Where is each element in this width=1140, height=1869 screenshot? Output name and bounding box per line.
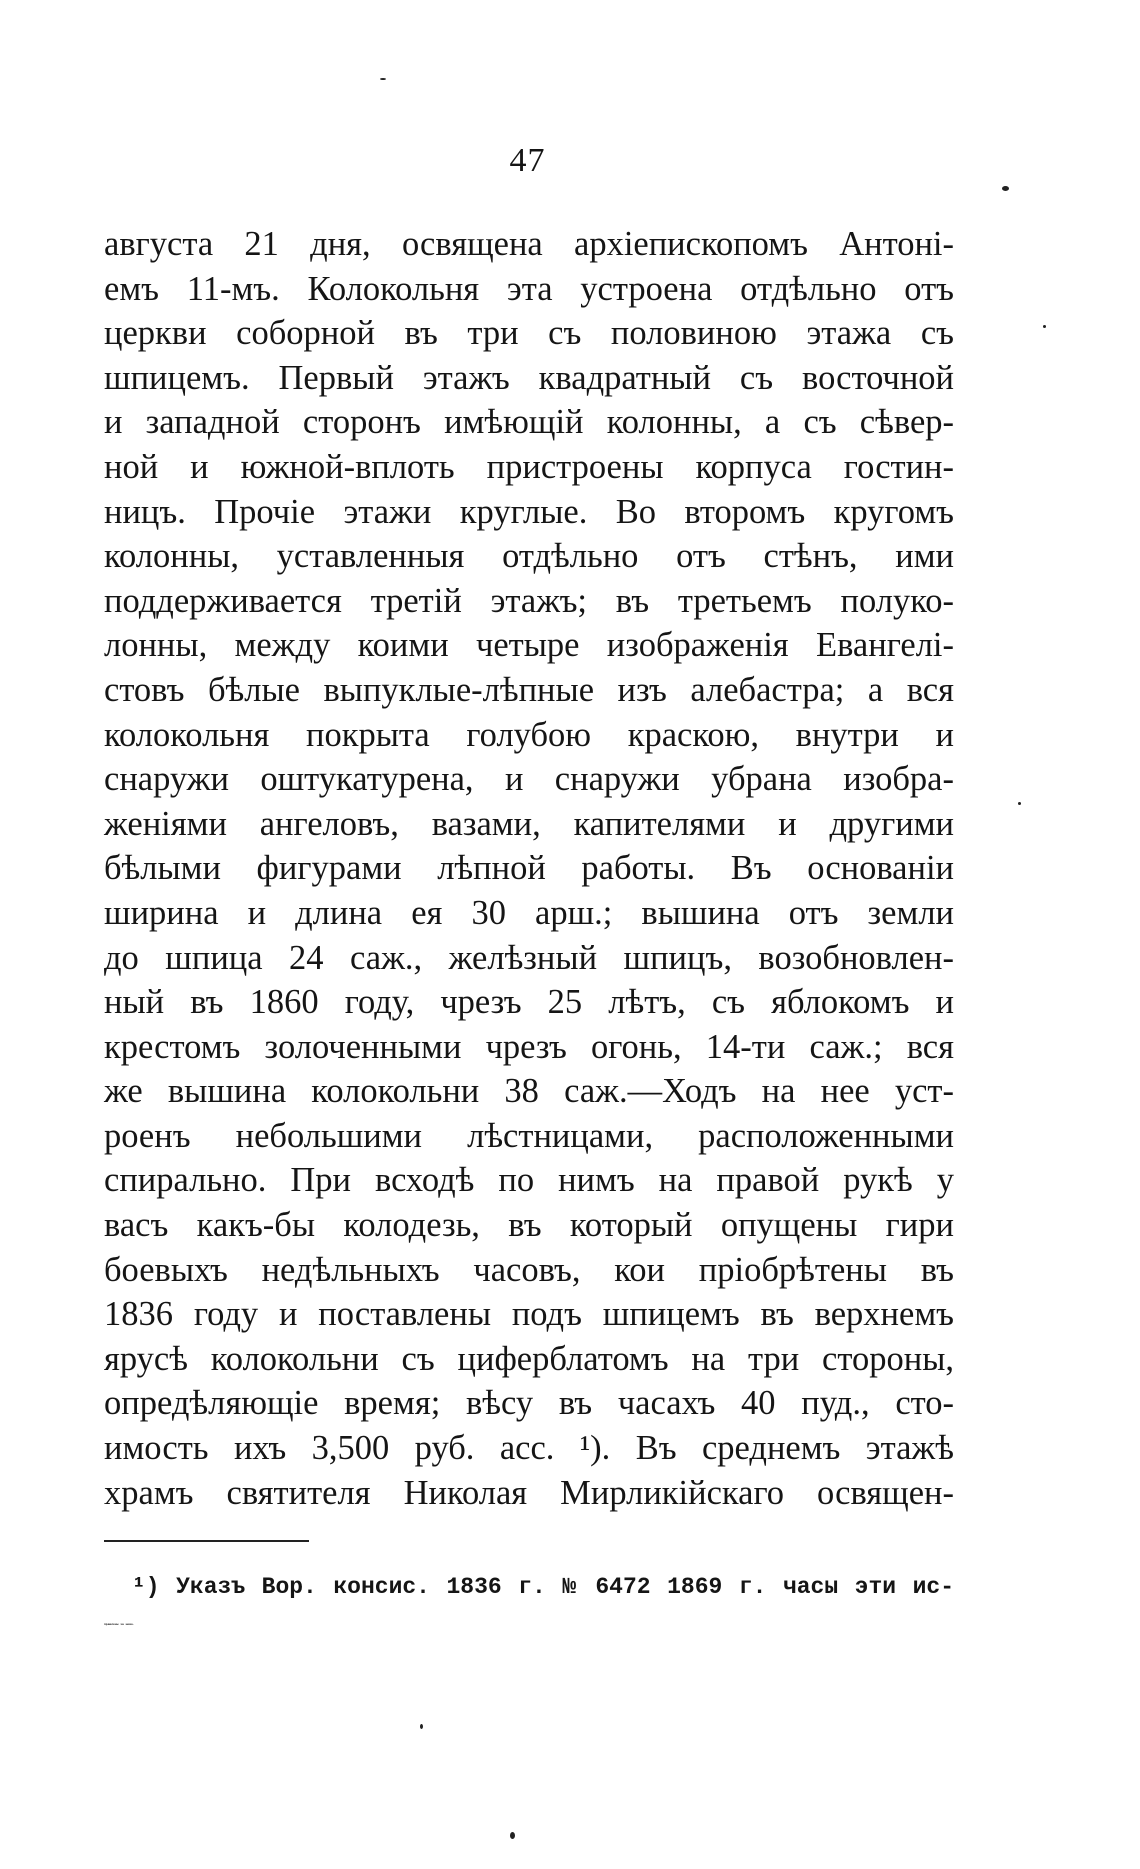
text-line: шпицемъ. Первый этажъ квадратный съ восточной: [104, 358, 954, 397]
print-speck: [1002, 186, 1009, 191]
print-speck: [510, 1832, 515, 1839]
text-line: опредѣляющіе время; вѣсу въ часахъ 40 пуд., сто-: [104, 1384, 954, 1423]
footnote-line: правлены за ново.: [104, 1623, 135, 1626]
text-line: до шпица 24 саж., желѣзный шпицъ, возобновлен-: [104, 938, 954, 977]
text-line: бѣлыми фигурами лѣпной работы. Въ основаніи: [104, 849, 954, 888]
text-line: спирально. При всходѣ по нимъ на правой рукѣ у: [104, 1161, 954, 1200]
text-line: колонны, уставленныя отдѣльно отъ стѣнъ, ими: [104, 537, 954, 576]
text-line: и западной сторонъ имѣющій колонны, а съ сѣвер-: [104, 403, 954, 442]
print-speck: [380, 78, 386, 80]
text-line: емъ 11-мъ. Колокольня эта устроена отдѣльно отъ: [104, 269, 954, 308]
print-speck: [1043, 325, 1046, 328]
text-line: лонны, между коими четыре изображенія Евангелі-: [104, 626, 954, 665]
footnote-divider: [104, 1540, 309, 1542]
footnote-line: ¹) Указъ Вор. консис. 1836 г. № 6472 1869 г. часы эти ис-: [132, 1574, 954, 1600]
text-line: ширина и длина ея 30 арш.; вышина отъ земли: [104, 893, 954, 932]
text-line: снаружи оштукатурена, и снаружи убрана изобра-: [104, 760, 954, 799]
text-line: роенъ небольшими лѣстницами, расположенными: [104, 1116, 954, 1155]
text-line: церкви соборной въ три съ половиною этажа съ: [104, 314, 954, 353]
text-line: имость ихъ 3,500 руб. асс. ¹). Въ среднемъ этажѣ: [104, 1429, 954, 1468]
text-line: крестомъ золоченными чрезъ огонь, 14-ти саж.; вся: [104, 1027, 954, 1066]
text-line: поддерживается третій этажъ; въ третьемъ полуко-: [104, 581, 954, 620]
body-text: [104, 222, 954, 1515]
text-line: храмъ святителя Николая Мирликійскаго освящен-: [104, 1473, 954, 1512]
text-line: ный въ 1860 году, чрезъ 25 лѣтъ, съ яблокомъ и: [104, 983, 954, 1022]
print-speck: [420, 1724, 423, 1729]
page-number: 47: [509, 142, 546, 179]
text-line: ной и южной-вплоть пристроены корпуса гостин-: [104, 447, 954, 486]
text-line: же вышина колокольни 38 саж.—Ходъ на нее уст-: [104, 1072, 954, 1111]
text-line: 1836 году и поставлены подъ шпицемъ въ верхнемъ: [104, 1295, 954, 1334]
text-line: васъ какъ-бы колодезь, въ который опущены гири: [104, 1206, 954, 1245]
text-line: августа 21 дня, освящена архіепископомъ Антоні-: [104, 225, 954, 263]
text-line: ницъ. Прочіе этажи круглые. Во второмъ кругомъ: [104, 492, 954, 531]
text-line: колокольня покрыта голубою краскою, внутри и: [104, 715, 954, 754]
text-line: стовъ бѣлые выпуклые-лѣпные изъ алебастра; а вся: [104, 670, 954, 709]
text-line: женіями ангеловъ, вазами, капителями и другими: [104, 804, 954, 843]
print-speck: [1018, 802, 1021, 805]
text-line: боевыхъ недѣльныхъ часовъ, кои пріобрѣтены въ: [104, 1250, 954, 1289]
footnote: [104, 1568, 954, 1644]
text-line: ярусѣ колокольни съ циферблатомъ на три стороны,: [104, 1339, 954, 1378]
